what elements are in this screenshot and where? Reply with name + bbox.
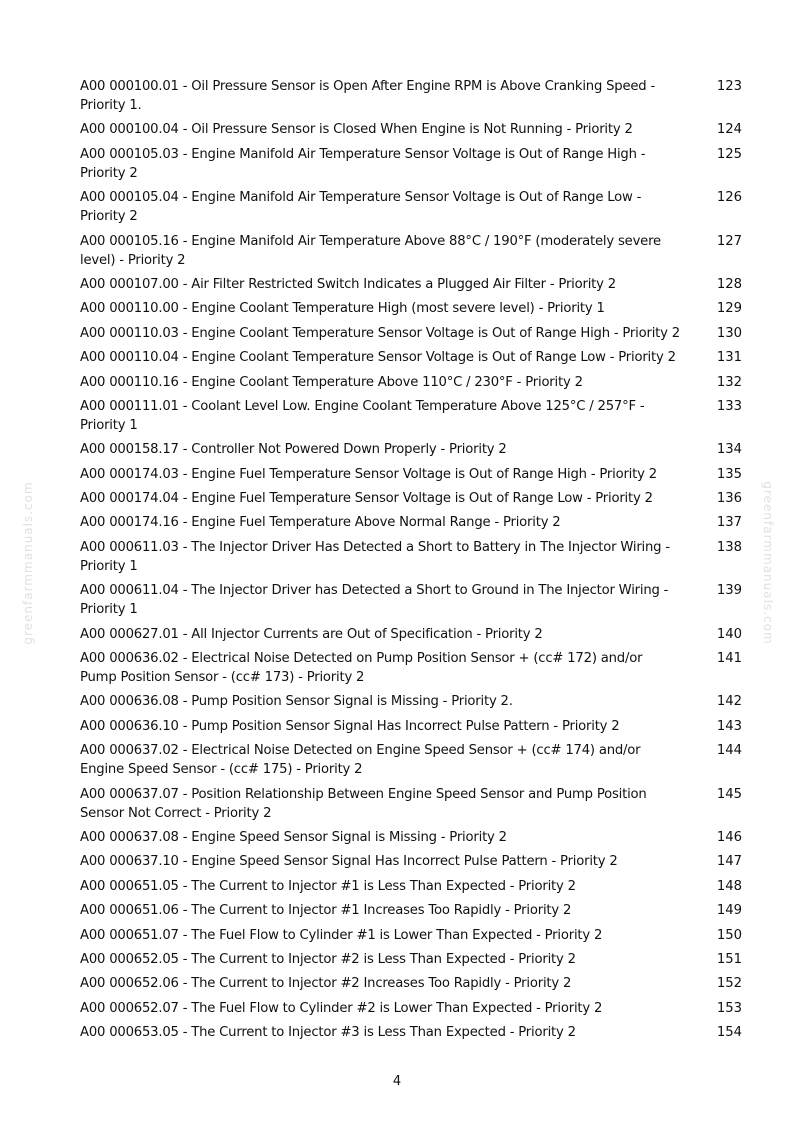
toc-entry[interactable] <box>80 77 742 115</box>
toc-entry-page-number: 152 <box>716 976 742 992</box>
toc-entry-page-number: 135 <box>716 466 742 482</box>
toc-entry-page-number: 132 <box>716 374 742 390</box>
watermark-right: greenfarmmanuals.com <box>761 481 775 645</box>
toc-entry-title: A00 000105.16 - Engine Manifold Air Temperature Above 88°C / 190°F (moderately severe level) - Priority 2 <box>80 233 661 268</box>
toc-entry-title: A00 000652.05 - The Current to Injector #2 is Less Than Expected - Priority 2 <box>80 951 576 967</box>
toc-entry-title: A00 000100.04 - Oil Pressure Sensor is Closed When Engine is Not Running - Priority 2 <box>80 122 633 138</box>
toc-entry-title: A00 000651.07 - The Fuel Flow to Cylinder #1 is Lower Than Expected - Priority 2 <box>80 927 603 943</box>
toc-entry-page-number: 127 <box>716 233 742 249</box>
toc-entry-title: A00 000627.01 - All Injector Currents are Out of Specification - Priority 2 <box>80 626 543 642</box>
toc-entry-page-number: 133 <box>716 398 742 414</box>
toc-entry-title: A00 000611.03 - The Injector Driver Has Detected a Short to Battery in The Injector Wiring - Priority 1 <box>80 539 670 574</box>
toc-entry-page-number: 143 <box>716 718 742 734</box>
toc-entry-page-number: 131 <box>716 350 742 366</box>
toc-entry[interactable] <box>80 877 742 896</box>
toc-entry[interactable] <box>80 581 742 619</box>
toc-entry-page-number: 148 <box>716 878 742 894</box>
toc-entry-page-number: 144 <box>716 743 742 759</box>
toc-entry-page-number: 138 <box>716 539 742 555</box>
toc-entry[interactable] <box>80 649 742 687</box>
toc-entry-page-number: 126 <box>716 190 742 206</box>
toc-entry-title: A00 000636.08 - Pump Position Sensor Signal is Missing - Priority 2. <box>80 694 513 710</box>
toc-entry-title: A00 000105.03 - Engine Manifold Air Temperature Sensor Voltage is Out of Range High - Priority 2 <box>80 146 646 181</box>
toc-entry-title: A00 000636.10 - Pump Position Sensor Signal Has Incorrect Pulse Pattern - Priority 2 <box>80 718 620 734</box>
toc-entry-page-number: 136 <box>716 491 742 507</box>
toc-entry[interactable] <box>80 926 742 945</box>
toc-entry-page-number: 146 <box>716 829 742 845</box>
toc-entry[interactable] <box>80 120 742 139</box>
toc-entry-title: A00 000110.03 - Engine Coolant Temperature Sensor Voltage is Out of Range High - Priority 2 <box>80 325 680 341</box>
toc-entry-page-number: 128 <box>716 276 742 292</box>
toc-entry[interactable] <box>80 785 742 823</box>
toc-entry[interactable] <box>80 901 742 920</box>
toc-entry-page-number: 123 <box>716 79 742 94</box>
toc-entry-title: A00 000637.07 - Position Relationship Between Engine Speed Sensor and Pump Position Sensor Not Correct - Priority 2 <box>80 786 647 821</box>
toc-entry[interactable] <box>80 538 742 576</box>
toc-entry-page-number: 129 <box>716 301 742 317</box>
toc-entry-page-number: 145 <box>716 786 742 802</box>
toc-entry-page-number: 137 <box>716 515 742 531</box>
toc-entry[interactable] <box>80 373 742 392</box>
toc-entry-title: A00 000100.01 - Oil Pressure Sensor is Open After Engine RPM is Above Cranking Speed - Priority 1. <box>80 79 655 113</box>
toc-entry[interactable] <box>80 999 742 1018</box>
toc-entry[interactable] <box>80 1023 742 1042</box>
toc-entry-title: A00 000174.16 - Engine Fuel Temperature Above Normal Range - Priority 2 <box>80 515 561 531</box>
toc-entry-page-number: 151 <box>716 951 742 967</box>
toc-entry[interactable] <box>80 489 742 508</box>
toc-entry[interactable] <box>80 974 742 993</box>
toc-entry[interactable] <box>80 717 742 736</box>
toc-entry-title: A00 000651.05 - The Current to Injector #1 is Less Than Expected - Priority 2 <box>80 878 576 894</box>
toc-entry-page-number: 140 <box>716 626 742 642</box>
toc-entry-page-number: 130 <box>716 325 742 341</box>
toc-entry[interactable] <box>80 852 742 871</box>
toc-entry-page-number: 150 <box>716 927 742 943</box>
toc-entry[interactable] <box>80 232 742 270</box>
toc-entry-title: A00 000637.10 - Engine Speed Sensor Signal Has Incorrect Pulse Pattern - Priority 2 <box>80 854 618 870</box>
page-number: 4 <box>392 1074 402 1089</box>
toc-entry-title: A00 000110.00 - Engine Coolant Temperature High (most severe level) - Priority 1 <box>80 301 605 317</box>
toc-entry-title: A00 000111.01 - Coolant Level Low. Engine Coolant Temperature Above 125°C / 257°F - Priority 1 <box>80 398 645 433</box>
toc-entry-page-number: 125 <box>716 146 742 162</box>
toc-entry-title: A00 000110.16 - Engine Coolant Temperature Above 110°C / 230°F - Priority 2 <box>80 374 583 390</box>
toc-entry-title: A00 000636.02 - Electrical Noise Detected on Pump Position Sensor + (cc# 172) and/or Pump Position Sensor - (cc# 173) - Priority 2 <box>80 651 643 686</box>
toc-entry[interactable] <box>80 950 742 969</box>
toc-entry-page-number: 154 <box>716 1025 742 1041</box>
toc-entry-title: A00 000174.03 - Engine Fuel Temperature Sensor Voltage is Out of Range High - Priority 2 <box>80 466 657 482</box>
toc-entry-title: A00 000105.04 - Engine Manifold Air Temperature Sensor Voltage is Out of Range Low - Priority 2 <box>80 190 642 225</box>
toc-entry[interactable] <box>80 275 742 294</box>
table-of-contents <box>80 77 742 1048</box>
toc-entry-page-number: 147 <box>716 854 742 870</box>
toc-entry-page-number: 153 <box>716 1000 742 1016</box>
toc-entry[interactable] <box>80 324 742 343</box>
toc-entry[interactable] <box>80 440 742 459</box>
toc-entry-page-number: 149 <box>716 903 742 919</box>
toc-entry[interactable] <box>80 513 742 532</box>
toc-entry[interactable] <box>80 188 742 226</box>
toc-entry[interactable] <box>80 692 742 711</box>
toc-entry[interactable] <box>80 828 742 847</box>
toc-entry[interactable] <box>80 741 742 779</box>
toc-entry-title: A00 000637.08 - Engine Speed Sensor Signal is Missing - Priority 2 <box>80 829 507 845</box>
toc-entry-title: A00 000651.06 - The Current to Injector #1 Increases Too Rapidly - Priority 2 <box>80 903 572 919</box>
toc-entry[interactable] <box>80 625 742 644</box>
toc-entry-title: A00 000174.04 - Engine Fuel Temperature Sensor Voltage is Out of Range Low - Priority 2 <box>80 491 653 507</box>
toc-entry-title: A00 000611.04 - The Injector Driver has Detected a Short to Ground in The Injector Wiring - Priority 1 <box>80 583 669 618</box>
toc-entry[interactable] <box>80 397 742 435</box>
toc-entry-title: A00 000110.04 - Engine Coolant Temperature Sensor Voltage is Out of Range Low - Priority 2 <box>80 350 676 366</box>
toc-entry-page-number: 141 <box>716 651 742 667</box>
toc-entry-title: A00 000107.00 - Air Filter Restricted Switch Indicates a Plugged Air Filter - Priority 2 <box>80 276 616 292</box>
toc-entry-title: A00 000653.05 - The Current to Injector #3 is Less Than Expected - Priority 2 <box>80 1025 576 1041</box>
watermark-left: greenfarmmanuals.com <box>21 481 35 645</box>
toc-entry[interactable] <box>80 465 742 484</box>
toc-entry[interactable] <box>80 348 742 367</box>
toc-entry-title: A00 000652.07 - The Fuel Flow to Cylinder #2 is Lower Than Expected - Priority 2 <box>80 1000 603 1016</box>
toc-entry-page-number: 139 <box>716 583 742 599</box>
toc-entry-title: A00 000637.02 - Electrical Noise Detected on Engine Speed Sensor + (cc# 174) and/or Engine Speed Sensor - (cc# 175) - Priority 2 <box>80 743 641 778</box>
toc-entry-title: A00 000652.06 - The Current to Injector #2 Increases Too Rapidly - Priority 2 <box>80 976 572 992</box>
toc-entry-title: A00 000158.17 - Controller Not Powered Down Properly - Priority 2 <box>80 442 507 458</box>
toc-entry[interactable] <box>80 299 742 318</box>
toc-entry-page-number: 134 <box>716 442 742 458</box>
toc-entry[interactable] <box>80 145 742 183</box>
toc-entry-page-number: 142 <box>716 694 742 710</box>
toc-entry-page-number: 124 <box>716 122 742 138</box>
